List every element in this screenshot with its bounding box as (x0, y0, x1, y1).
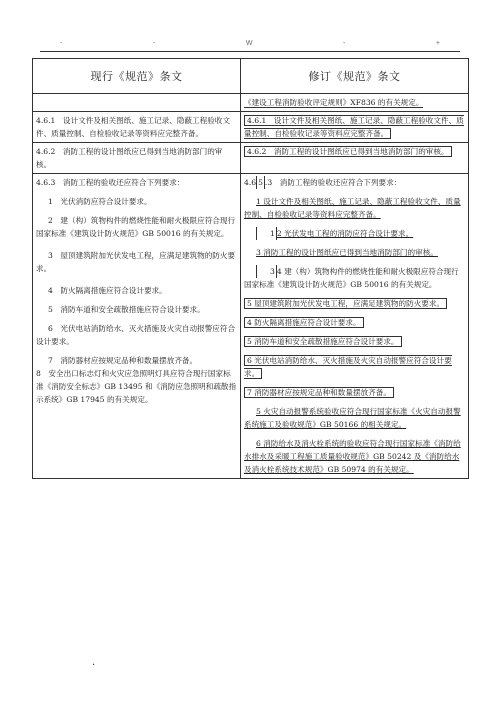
header-mark: W (245, 40, 253, 47)
list-item-text: 2 光伏发电工程的消防应符合设计要求。 (276, 229, 414, 238)
list-item-text: 5 消防车道和安全疏散措施应符合设计要求。 (244, 336, 402, 347)
clause-intro-text: .3 消防工程的验收还应符合下列要求： (264, 178, 402, 187)
table-row (33, 143, 469, 174)
list-item-text: 4 建（构）筑物构件的燃烧性能和耐火极限应符合现行国家标准《建筑设计防火规范》GB 50016 的有关规定。 (244, 267, 459, 289)
table-cell-revised-463 (241, 174, 469, 479)
list-item: 4 防火隔离措施应符合设计要求。 (48, 286, 167, 295)
list-item: 6 消防给水及消火栓系统的验收应符合现行国家标准《消防给水排水及采暖工程施工质量验收规范》GB 50242 及《消防给水及消火栓系统技术规范》GB 50974 的有关规定。 (244, 439, 461, 474)
table-cell: 4.6.2 消防工程的设计图纸应已得到当地消防部门的审核。 (33, 143, 241, 174)
list-item: 1 设计文件及相关图纸、施工记录、隐蔽工程验收文件、质量控制、自检验收记录等资料应完整齐备。 (244, 197, 461, 219)
list-item-text: 7 消防器材应按规定品种和数量摆放齐备。 (244, 387, 394, 398)
header-mark: + (435, 40, 440, 47)
revision-mark: 3 (256, 265, 277, 278)
list-item: 1 光伏消防应符合设计要求。 (48, 197, 152, 206)
table-row (33, 174, 469, 479)
list-item-text: 5 屋顶建筑附加光伏发电工程，应满足建筑物的防火要求。 (244, 298, 447, 309)
list-item (244, 386, 465, 399)
list-item: 3 消防工程的设计图纸应已得到当地消防部门的审核。 (256, 248, 438, 257)
column-header-current: 现行《规范》条文 (33, 59, 241, 94)
list-item: 2 建（构）筑物构件的燃烧性能和耐火极限应符合现行国家标准《建筑设计防火规范》GB 50016 的有关规定。 (36, 216, 236, 238)
clause-intro (244, 176, 465, 189)
header-rule (40, 51, 460, 52)
list-item (244, 265, 465, 291)
list-item: 3 屋顶建筑附加光伏发电工程，应满足建筑物的防火要求。 (36, 251, 236, 273)
column-header-revised: 修订《规范》条文 (241, 59, 469, 94)
footer-mark: . (92, 657, 96, 668)
table-cell (241, 143, 469, 174)
list-item: 5 火灾自动报警系统验收应符合现行国家标准《火灾自动报警系统施工及验收规范》GB 50166 的相关规定。 (244, 407, 461, 429)
table-cell-current-463 (33, 174, 241, 479)
header-marks (60, 40, 440, 47)
table-header-row (33, 59, 469, 94)
table-cell-empty (33, 94, 241, 112)
revised-text: 《建设工程消防验收评定规则》XF836 的有关规定。 (244, 98, 424, 107)
list-item-text: 6 光伏电站消防给水、灭火措施及火灾自动报警应符合设计要求。 (244, 356, 452, 378)
list-item (244, 227, 465, 240)
list-item (244, 335, 465, 348)
revision-mark: 5 (258, 178, 263, 187)
list-item: 5 消防车道和安全疏散措施应符合设计要求。 (48, 305, 205, 314)
header-mark: - (152, 40, 156, 47)
list-item (244, 297, 465, 310)
revision-mark: 1 (256, 227, 277, 240)
table-row (33, 94, 469, 112)
revised-text: 4.6.2 消防工程的设计图纸应已得到当地消防部门的审核。 (244, 146, 452, 157)
comparison-table (32, 58, 469, 479)
header-mark: - (60, 40, 63, 47)
header-mark: - (342, 40, 346, 47)
revised-text: 4.6.1 设计文件及相关图纸、施工记录、隐蔽工程验收文件、质量控制、自检验收记录等资料应完整齐备。 (244, 116, 464, 138)
table-cell (241, 112, 469, 143)
list-item (244, 316, 465, 329)
table-cell: 4.6.1 设计文件及相关图纸、施工记录、隐蔽工程验收文件、质量控制、自检验收记录等资料应完整齐备。 (33, 112, 241, 143)
clause-intro: 4.6.3 消防工程的验收还应符合下列要求： (36, 178, 185, 187)
table-cell (241, 94, 469, 112)
list-item: 6 光伏电站消防给水、灭火措施及火灾自动报警应符合设计要求。 (36, 324, 236, 346)
list-item: 8 安全出口标志灯和火灾应急照明灯具应符合现行国家标准《消防安全标志》GB 13495 和《消防应急照明和疏散指示系统》GB 17945 的有关规定。 (36, 369, 237, 404)
table-row (33, 112, 469, 143)
clause-number: 4.6 (244, 178, 257, 187)
list-item: 7 消防器材应按规定品种和数量摆放齐备。 (48, 356, 198, 365)
list-item (244, 354, 465, 380)
list-item-text: 4 防火隔离措施应符合设计要求。 (244, 317, 364, 328)
